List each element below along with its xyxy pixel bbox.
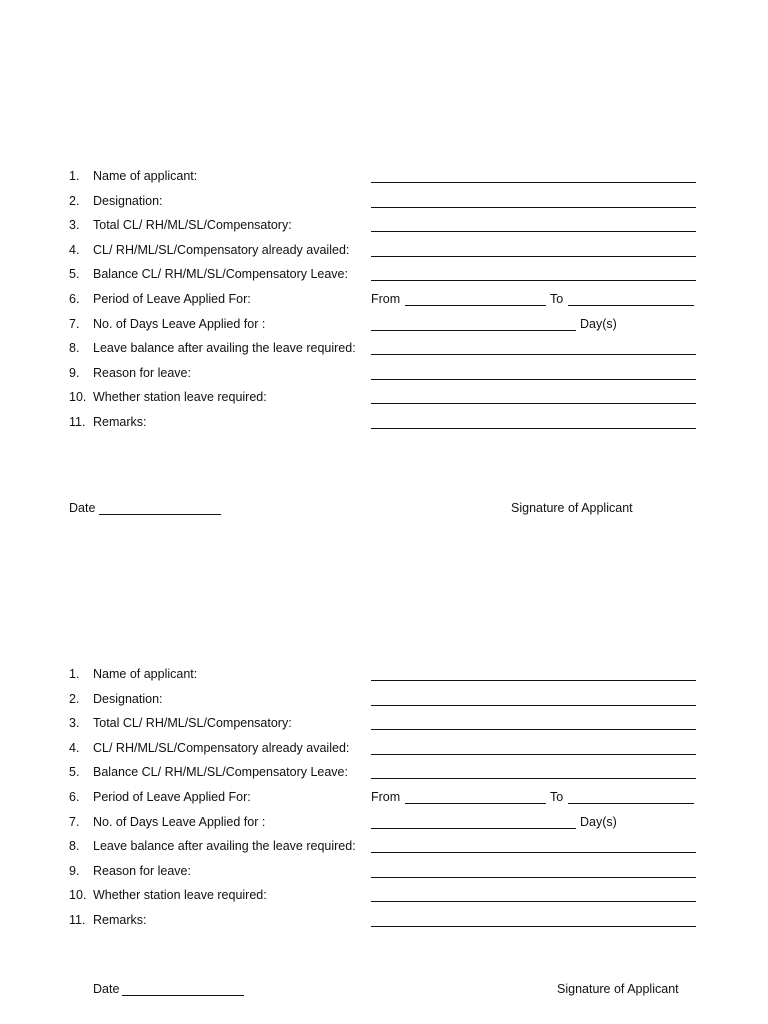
row-label: Leave balance after availing the leave required:: [93, 341, 356, 356]
form-row-remarks: [0, 909, 768, 934]
row-label: CL/ RH/ML/SL/Compensatory already availed:: [93, 740, 350, 755]
balance-leave-blank-field[interactable]: [371, 280, 696, 281]
form-row-station-leave: [0, 884, 768, 909]
row-label: No. of Days Leave Applied for :: [93, 316, 266, 331]
form-1-footer: [0, 498, 768, 518]
from-date-blank-field[interactable]: [405, 803, 546, 804]
date-label: Date: [93, 982, 120, 996]
reason-blank-field[interactable]: [371, 379, 696, 380]
row-label: Name of applicant:: [93, 169, 198, 183]
row-number: 1.: [69, 667, 80, 681]
availed-leave-blank-field[interactable]: [371, 256, 696, 257]
row-label: Reason for leave:: [93, 863, 191, 878]
remarks-blank-field[interactable]: [371, 428, 696, 429]
row-label: Whether station leave required:: [93, 390, 267, 405]
from-label: From: [371, 291, 401, 306]
form-row-name: [0, 663, 768, 688]
form-row-total-leave: [0, 214, 768, 239]
form-row-name: [0, 165, 768, 190]
balance-after-blank-field[interactable]: [371, 354, 696, 355]
row-number: 8.: [69, 341, 80, 356]
row-label: Balance CL/ RH/ML/SL/Compensatory Leave:: [93, 267, 348, 282]
period-fields: [371, 292, 696, 310]
row-label: Name of applicant:: [93, 667, 198, 681]
form-row-balance-leave: [0, 263, 768, 288]
row-number: 11.: [69, 414, 86, 429]
availed-leave-blank-field[interactable]: [371, 754, 696, 755]
row-number: 2.: [69, 193, 80, 208]
period-fields: [371, 790, 696, 808]
row-number: 11.: [69, 912, 86, 927]
days-suffix: Day(s): [580, 814, 617, 829]
form-row-remarks: [0, 411, 768, 436]
date-label: Date: [69, 501, 96, 515]
from-date-blank-field[interactable]: [405, 305, 546, 306]
signature-label: Signature of Applicant: [511, 501, 633, 515]
row-number: 10.: [69, 390, 87, 405]
form-row-period: [0, 786, 768, 811]
row-label: Remarks:: [93, 414, 147, 429]
station-leave-blank-field[interactable]: [371, 901, 696, 902]
days-blank-field[interactable]: [371, 330, 576, 331]
total-leave-blank-field[interactable]: [371, 231, 696, 232]
row-number: 5.: [69, 267, 80, 282]
form-row-designation: [0, 190, 768, 215]
row-number: 4.: [69, 242, 80, 257]
form-row-reason: [0, 362, 768, 387]
to-label: To: [550, 789, 564, 804]
row-label: Designation:: [93, 193, 163, 208]
leave-form-2: [0, 663, 768, 934]
form-row-days: [0, 811, 768, 836]
form-row-balance-leave: [0, 761, 768, 786]
balance-leave-blank-field[interactable]: [371, 778, 696, 779]
row-label: Balance CL/ RH/ML/SL/Compensatory Leave:: [93, 765, 348, 780]
row-number: 9.: [69, 863, 80, 878]
total-leave-blank-field[interactable]: [371, 729, 696, 730]
to-label: To: [550, 291, 564, 306]
days-blank-field[interactable]: [371, 828, 576, 829]
row-label: Whether station leave required:: [93, 888, 267, 903]
form-row-balance-after: [0, 337, 768, 362]
days-suffix: Day(s): [580, 316, 617, 331]
row-label: CL/ RH/ML/SL/Compensatory already availed:: [93, 242, 350, 257]
row-label: Leave balance after availing the leave required:: [93, 839, 356, 854]
form-row-total-leave: [0, 712, 768, 737]
form-row-designation: [0, 688, 768, 713]
form-2-footer: [0, 979, 768, 999]
row-number: 8.: [69, 839, 80, 854]
station-leave-blank-field[interactable]: [371, 403, 696, 404]
row-number: 3.: [69, 218, 80, 233]
name-blank-field[interactable]: [371, 182, 696, 183]
signature-label: Signature of Applicant: [557, 982, 679, 996]
row-number: 4.: [69, 740, 80, 755]
row-number: 3.: [69, 716, 80, 731]
date-blank-field[interactable]: [122, 995, 244, 996]
designation-blank-field[interactable]: [371, 207, 696, 208]
to-date-blank-field[interactable]: [568, 803, 694, 804]
designation-blank-field[interactable]: [371, 705, 696, 706]
name-blank-field[interactable]: [371, 680, 696, 681]
reason-blank-field[interactable]: [371, 877, 696, 878]
leave-form-1: [0, 165, 768, 436]
row-label: Period of Leave Applied For:: [93, 789, 251, 804]
row-label: Remarks:: [93, 912, 147, 927]
row-label: No. of Days Leave Applied for :: [93, 814, 266, 829]
row-number: 9.: [69, 365, 80, 380]
balance-after-blank-field[interactable]: [371, 852, 696, 853]
row-number: 7.: [69, 814, 80, 829]
row-label: Reason for leave:: [93, 365, 191, 380]
row-number: 1.: [69, 169, 80, 183]
to-date-blank-field[interactable]: [568, 305, 694, 306]
row-number: 7.: [69, 316, 80, 331]
row-label: Designation:: [93, 691, 163, 706]
row-number: 6.: [69, 291, 80, 306]
form-row-availed-leave: [0, 737, 768, 762]
form-row-balance-after: [0, 835, 768, 860]
form-row-availed-leave: [0, 239, 768, 264]
form-row-days: [0, 313, 768, 338]
date-blank-field[interactable]: [99, 514, 221, 515]
row-number: 10.: [69, 888, 87, 903]
form-row-reason: [0, 860, 768, 885]
form-row-period: [0, 288, 768, 313]
row-label: Total CL/ RH/ML/SL/Compensatory:: [93, 716, 292, 731]
form-row-station-leave: [0, 386, 768, 411]
row-number: 2.: [69, 691, 80, 706]
row-number: 5.: [69, 765, 80, 780]
remarks-blank-field[interactable]: [371, 926, 696, 927]
from-label: From: [371, 789, 401, 804]
row-number: 6.: [69, 789, 80, 804]
row-label: Total CL/ RH/ML/SL/Compensatory:: [93, 218, 292, 233]
row-label: Period of Leave Applied For:: [93, 291, 251, 306]
